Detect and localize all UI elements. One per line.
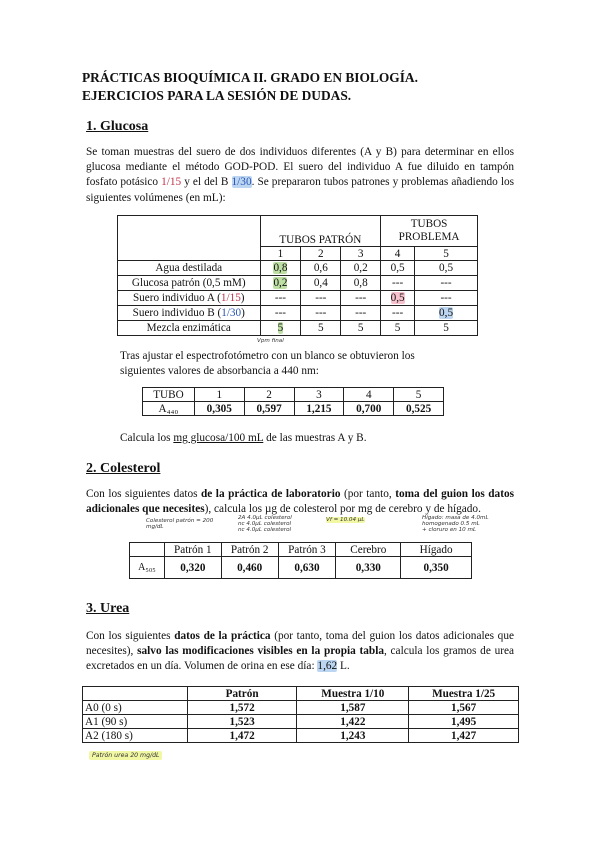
- absorbance-row-label: A₄₄₀: [143, 402, 195, 416]
- dilution-b: 1/30: [231, 176, 252, 189]
- table-corner: [130, 543, 165, 557]
- row-label: [118, 291, 261, 306]
- table-cell: 0,320: [164, 557, 221, 579]
- column-header: Patrón: [187, 687, 297, 701]
- absorbance-value: 0,700: [344, 402, 394, 416]
- question-units: mg glucosa/100 mL: [173, 432, 264, 444]
- colesterol-bold-2: toma del guion los datos adicionales que necesites: [86, 488, 514, 516]
- colesterol-intro: [86, 487, 514, 517]
- absorbance-value: 0,525: [394, 402, 444, 416]
- table-cell: ---: [415, 276, 478, 291]
- header-tubos-patron: TUBOS PATRÓN: [260, 216, 381, 247]
- column-header: Patrón 1: [164, 543, 221, 557]
- table-cell: 1,587: [297, 701, 409, 715]
- table-cell: ---: [260, 291, 301, 306]
- absorbance-value: 1,215: [294, 402, 344, 416]
- row-label: A1 (90 s): [83, 715, 188, 729]
- colesterol-text-3: ), calcula los µg de colesterol por mg de cerebro y de hígado.: [204, 503, 481, 516]
- table-cell: 1,427: [409, 729, 519, 743]
- table-cell: 0,4: [301, 276, 341, 291]
- note-vol-b: nc 4.0μL colesterol: [238, 521, 292, 527]
- row-label-dilution: 1/15: [220, 292, 241, 304]
- urine-volume: 1,62: [317, 660, 338, 673]
- urea-text-1: Con los siguientes: [86, 630, 175, 642]
- tube-number: 5: [394, 388, 444, 402]
- row-label-dilution: 1/30: [221, 307, 242, 319]
- column-header: Muestra 1/25: [409, 687, 519, 701]
- table-row: [118, 261, 478, 276]
- tube-number: 2: [244, 388, 294, 402]
- table-cell: ---: [341, 291, 381, 306]
- document-title: [82, 69, 542, 105]
- table-cell: 5: [341, 321, 381, 336]
- glucosa-intro-text-2: y el del B: [181, 176, 232, 189]
- glucosa-intro: [86, 145, 514, 206]
- row-label-prefix: Suero individuo A (: [132, 292, 221, 304]
- row-label-suffix: ): [240, 292, 245, 304]
- table-cell: 0,5: [415, 261, 478, 276]
- table-cell: ---: [381, 306, 415, 321]
- glucosa-intro-text-3: . Se prepararon tubos patrones y problemas añadiendo los siguientes volúmenes (en mL):: [86, 176, 515, 204]
- note-vol-a: 2A 4.0μL colesterol: [238, 515, 292, 521]
- urea-text-3: , calcula los gramos de urea excretados en un día. Volumen de orina en ese día:: [86, 645, 515, 673]
- absorbance-intro: Tras ajustar el espectrofotómetro con un blanco se obtuvieron los siguientes valores de absorbancia a 440 nm:: [120, 350, 415, 378]
- tube-number: 1: [194, 388, 244, 402]
- urea-table: [82, 686, 519, 743]
- note-masa-1: Hígado: masa de 4.0mL: [422, 515, 489, 521]
- table-cell: 0,8: [273, 262, 288, 274]
- urea-bold-2: salvo las modificaciones visibles en la propia tabla: [137, 645, 384, 658]
- note-patron-text: Colesterol patrón = 200 mg/dL: [146, 518, 214, 530]
- table-cell: 1,523: [187, 715, 297, 729]
- tube-number: 3: [294, 388, 344, 402]
- table-cell: 0,5: [381, 261, 415, 276]
- title-line-2: EJERCICIOS PARA LA SESIÓN DE DUDAS.: [82, 88, 352, 103]
- table-cell: 0,330: [336, 557, 401, 579]
- handwritten-note-vf: [326, 517, 374, 523]
- urea-text-2: (por tanto, toma del guion los datos adicionales que necesites),: [86, 630, 514, 658]
- absorbance-value: 0,597: [244, 402, 294, 416]
- row-label: Agua destilada: [118, 261, 261, 276]
- colesterol-text-1: Con los siguientes datos: [86, 488, 202, 500]
- table-cell: ---: [381, 276, 415, 291]
- handwritten-note-volumes: [238, 515, 318, 533]
- column-header: Patrón 2: [221, 543, 278, 557]
- table-cell: ---: [415, 291, 478, 306]
- table-cell: 0,6: [301, 261, 341, 276]
- table-cell: 1,243: [297, 729, 409, 743]
- table-cell: 0,5: [439, 307, 454, 319]
- dilution-a: 1/15: [161, 176, 182, 189]
- row-label: [118, 306, 261, 321]
- glucosa-question: [120, 431, 480, 446]
- glucosa-heading: 1. Glucosa: [86, 119, 149, 134]
- urea-bold-1: datos de la práctica: [174, 630, 271, 642]
- row-label: Mezcla enzimática: [118, 321, 261, 336]
- row-label-suffix: ): [241, 307, 245, 319]
- absorbance-table: [142, 387, 444, 416]
- tube-number: 4: [344, 388, 394, 402]
- question-text-2: de las muestras A y B.: [263, 432, 367, 444]
- column-header: Muestra 1/10: [297, 687, 409, 701]
- table-cell: ---: [341, 306, 381, 321]
- table-cell: 1,472: [187, 729, 297, 743]
- question-text-1: Calcula los: [120, 432, 174, 444]
- colesterol-table: [129, 542, 472, 579]
- table-row: [83, 715, 519, 729]
- glucosa-volumes-table: [117, 215, 478, 336]
- table-row: [83, 701, 519, 715]
- table-corner: [118, 216, 261, 261]
- table-row: [118, 276, 478, 291]
- row-label: Glucosa patrón (0,5 mM): [118, 276, 261, 291]
- table-cell: 0,2: [341, 261, 381, 276]
- row-label: A2 (180 s): [83, 729, 188, 743]
- handwritten-note-vfinal: Vpm final: [257, 338, 284, 344]
- table-cell: 0,350: [401, 557, 472, 579]
- header-tubos-problema: TUBOS PROBLEMA: [381, 216, 478, 247]
- tube-number: 1: [260, 247, 301, 261]
- note-vol-c: nc 4.0μL colesterol: [238, 527, 292, 533]
- urea-heading: 3. Urea: [86, 601, 130, 616]
- tube-number: 5: [415, 247, 478, 261]
- colesterol-heading: 2. Colesterol: [86, 461, 161, 476]
- row-label: A₅₀₅: [130, 557, 165, 579]
- row-label: A0 (0 s): [83, 701, 188, 715]
- table-cell: 1,495: [409, 715, 519, 729]
- table-row: [118, 306, 478, 321]
- title-line-1: PRÁCTICAS BIOQUÍMICA II. GRADO EN BIOLOGÍA.: [82, 70, 418, 85]
- note-masa-3: + cloruro en 10 mL: [422, 527, 477, 533]
- table-cell: 5: [381, 321, 415, 336]
- table-cell: 1,567: [409, 701, 519, 715]
- tube-number: 4: [381, 247, 415, 261]
- glucosa-intro-text-1: Se toman muestras del suero de dos individuos diferentes (A y B) para determinar en ellos glucosa mediante el método GOD-POD. El suero del individuo A fue diluido en tampón fosfato potásico: [86, 146, 514, 189]
- note-vf-text: Vf = 10.04 μL: [326, 517, 365, 523]
- handwritten-note-patron: [146, 518, 228, 530]
- table-cell: 5: [277, 322, 284, 334]
- note-urea-text: Patrón urea 20 mg/dL: [89, 751, 162, 760]
- tube-number: 3: [341, 247, 381, 261]
- column-header: Patrón 3: [278, 543, 336, 557]
- absorbance-value: 0,305: [194, 402, 244, 416]
- row-label-prefix: Suero individuo B (: [132, 307, 222, 319]
- table-cell: 1,422: [297, 715, 409, 729]
- table-cell: 0,630: [278, 557, 336, 579]
- table-cell: ---: [301, 291, 341, 306]
- table-cell: 0,8: [341, 276, 381, 291]
- column-header: Hígado: [401, 543, 472, 557]
- table-cell: 5: [301, 321, 341, 336]
- table-corner: [83, 687, 188, 701]
- table-row: [118, 291, 478, 306]
- column-header: Cerebro: [336, 543, 401, 557]
- absorbance-header-label: TUBO: [143, 388, 195, 402]
- tube-number: 2: [301, 247, 341, 261]
- table-cell: 5: [415, 321, 478, 336]
- table-cell: ---: [301, 306, 341, 321]
- table-cell: ---: [260, 306, 301, 321]
- handwritten-note-masa: [422, 515, 500, 533]
- table-cell: 0,460: [221, 557, 278, 579]
- table-cell: 0,5: [390, 292, 405, 304]
- colesterol-bold-1: de la práctica de laboratorio: [201, 488, 341, 500]
- handwritten-note-urea: [85, 751, 166, 761]
- table-cell: 1,572: [187, 701, 297, 715]
- table-row: [83, 729, 519, 743]
- table-cell: 0,2: [273, 277, 288, 289]
- note-masa-2: homogenado 0.5 mL: [422, 521, 480, 527]
- urea-intro: [86, 629, 514, 675]
- urea-text-4: L.: [337, 660, 350, 673]
- table-row: [118, 321, 478, 336]
- colesterol-text-2: (por tanto,: [340, 488, 396, 500]
